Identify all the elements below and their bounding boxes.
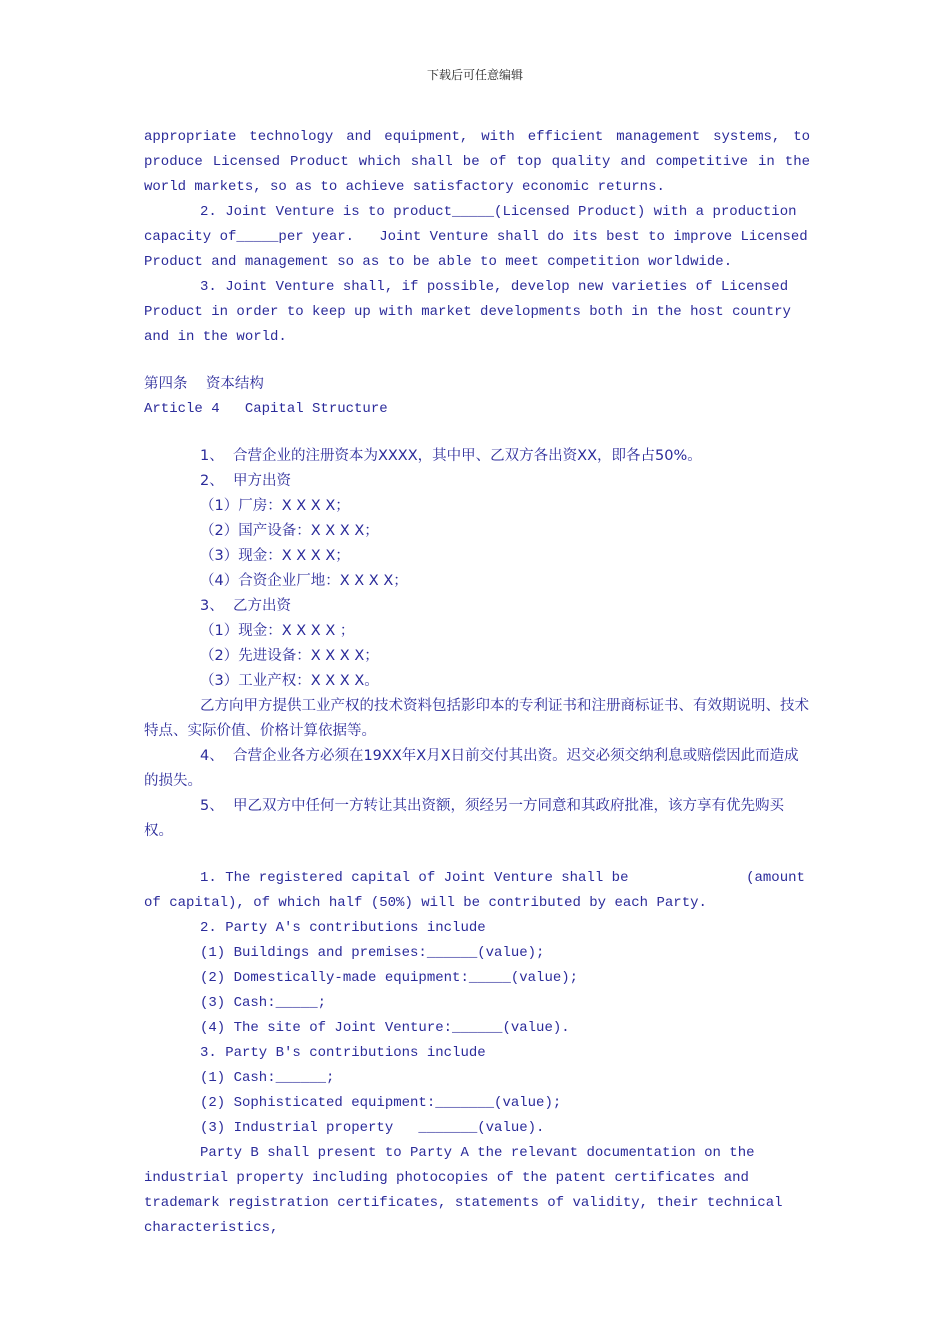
- cn-item-3-3: （3）工业产权：X X X X。: [200, 673, 379, 689]
- en-item-3: 3. Party B's contributions include: [200, 1045, 486, 1061]
- cn-item-2: 2、 甲方出资: [200, 473, 291, 489]
- intro-paragraph-3: 3. Joint Venture shall, if possible, develop new varieties of Licensed Product in order to keep up with market developments both in the host country and in the world.: [144, 279, 800, 345]
- cn-item-3-paragraph: 乙方向甲方提供工业产权的技术资料包括影印本的专利证书和注册商标证书、有效期说明、技术特点、实际价值、价格计算依据等。: [144, 698, 809, 739]
- en-item-2-4: (4) The site of Joint Venture:______(value).: [200, 1020, 570, 1036]
- en-item-3-1: (1) Cash:______;: [200, 1070, 335, 1086]
- cn-item-4: 4、 合营企业各方必须在19XX年X月X日前交付其出资。迟交必须交纳利息或赔偿因此而造成的损失。: [144, 748, 799, 789]
- page-header: 下载后可任意编辑: [426, 68, 523, 82]
- en-item-2: 2. Party A's contributions include: [200, 920, 486, 936]
- cn-item-2-3: （3）现金：X X X X；: [200, 548, 350, 564]
- en-item-3-paragraph: Party B shall present to Party A the relevant documentation on the industrial property including photocopies of the patent certificates and trademark registration certificates, statements of validity, their technical characteristics,: [144, 1145, 791, 1236]
- en-item-2-2: (2) Domestically-made equipment:_____(value);: [200, 970, 579, 986]
- cn-item-1: 1、 合营企业的注册资本为XXXX，其中甲、乙双方各出资XX，即各占50%。: [200, 448, 702, 464]
- article-heading-en: Article 4 Capital Structure: [144, 401, 388, 417]
- intro-paragraph-2: 2. Joint Venture is to product_____(Licensed Product) with a production capacity of_____per year. Joint Venture shall do its best to improve Licensed Product and management so as to be able to meet competition worldwide.: [144, 204, 817, 270]
- spacer: [144, 350, 810, 372]
- document-body: [144, 125, 819, 1241]
- intro-paragraph-1: appropriate technology and equipment, with efficient management systems, to produce Licensed Product which shall be of top quality and competitive in the world markets, so as to achieve satisfactory economic returns.: [144, 129, 819, 195]
- article-heading-cn: 第四条 资本结构: [144, 376, 264, 392]
- cn-item-2-4: （4）合资企业厂地：X X X X；: [200, 573, 408, 589]
- en-item-2-1: (1) Buildings and premises:______(value);: [200, 945, 545, 961]
- en-item-3-2: (2) Sophisticated equipment:_______(value);: [200, 1095, 562, 1111]
- cn-item-3-2: （2）先进设备：X X X X；: [200, 648, 379, 664]
- en-item-1: 1. The registered capital of Joint Venture shall be (amount of capital), of which half (50%) will be contributed by each Party.: [144, 870, 814, 911]
- cn-item-2-2: （2）国产设备：X X X X；: [200, 523, 379, 539]
- spacer: [144, 422, 810, 444]
- cn-item-5: 5、 甲乙双方中任何一方转让其出资额，须经另一方同意和其政府批准，该方享有优先购买权。: [144, 798, 784, 839]
- cn-item-2-1: （1）厂房：X X X X；: [200, 498, 350, 514]
- en-item-2-3: (3) Cash:_____;: [200, 995, 327, 1011]
- spacer: [144, 844, 810, 866]
- en-item-3-3: (3) Industrial property _______(value).: [200, 1120, 545, 1136]
- cn-item-3-1: （1）现金：X X X X ；: [200, 623, 355, 639]
- cn-item-3: 3、 乙方出资: [200, 598, 291, 614]
